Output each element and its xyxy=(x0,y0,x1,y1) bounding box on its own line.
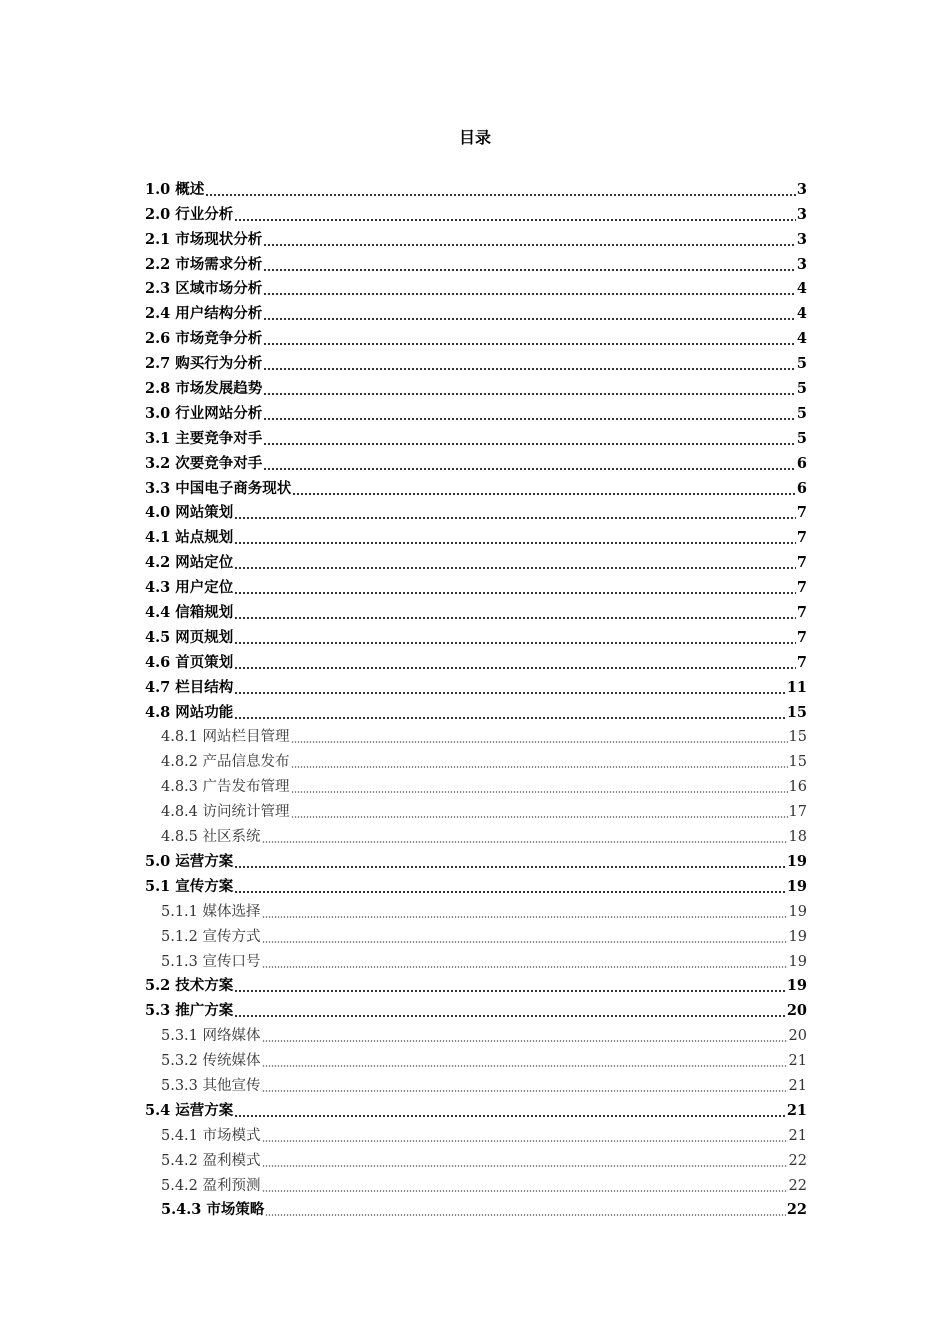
toc-entry[interactable] xyxy=(145,822,807,847)
dot-leader xyxy=(234,667,796,669)
dot-leader xyxy=(262,1090,788,1092)
toc-entry[interactable] xyxy=(145,872,807,897)
toc-entry[interactable] xyxy=(145,424,807,449)
toc-entry-page-number: 5 xyxy=(796,355,807,373)
toc-entry-page-number: 21 xyxy=(786,1101,807,1119)
dot-leader xyxy=(263,293,796,295)
toc-entry-label: 4.3 用户定位 xyxy=(145,579,234,597)
toc-entry-page-number: 3 xyxy=(796,180,807,198)
toc-entry-page-number: 18 xyxy=(788,829,807,846)
toc-entry[interactable] xyxy=(145,698,807,723)
toc-entry-page-number: 20 xyxy=(786,1002,807,1020)
toc-entry-label: 2.0 行业分析 xyxy=(145,205,234,223)
toc-entry-label: 5.4.2 盈利预测 xyxy=(161,1177,261,1194)
toc-entry-label: 5.4.3 市场策略 xyxy=(161,1201,265,1219)
toc-entry[interactable] xyxy=(145,324,807,349)
toc-entry-page-number: 21 xyxy=(788,1077,807,1094)
toc-entry-page-number: 19 xyxy=(788,953,807,970)
toc-entry[interactable] xyxy=(145,996,807,1021)
dot-leader xyxy=(263,418,796,420)
toc-entry[interactable] xyxy=(145,1171,807,1196)
toc-entry-label: 5.3.1 网络媒体 xyxy=(161,1028,261,1045)
dot-leader xyxy=(262,1065,788,1067)
toc-entry[interactable] xyxy=(145,673,807,698)
dot-leader xyxy=(262,1165,788,1167)
toc-entry[interactable] xyxy=(145,972,807,997)
toc-entry-page-number: 6 xyxy=(796,479,807,497)
toc-entry-page-number: 4 xyxy=(796,305,807,323)
toc-entry-label: 2.7 购买行为分析 xyxy=(145,355,263,373)
toc-entry-page-number: 7 xyxy=(796,653,807,671)
dot-leader xyxy=(234,717,786,719)
dot-leader xyxy=(262,1040,788,1042)
toc-entry-label: 2.1 市场现状分析 xyxy=(145,230,263,248)
toc-entry-page-number: 15 xyxy=(786,703,807,721)
toc-entry[interactable] xyxy=(145,1146,807,1171)
dot-leader xyxy=(234,219,796,221)
toc-entry-label: 3.1 主要竞争对手 xyxy=(145,429,263,447)
dot-leader xyxy=(234,592,796,594)
toc-entry-label: 4.2 网站定位 xyxy=(145,554,234,572)
toc-entry[interactable] xyxy=(145,1021,807,1046)
toc-entry-label: 2.2 市场需求分析 xyxy=(145,255,263,273)
toc-entry-page-number: 19 xyxy=(788,903,807,920)
toc-entry[interactable] xyxy=(145,1096,807,1121)
toc-entry-label: 5.4 运营方案 xyxy=(145,1101,234,1119)
dot-leader xyxy=(265,1214,785,1216)
dot-leader xyxy=(234,692,786,694)
toc-entry-label: 5.3 推广方案 xyxy=(145,1002,234,1020)
toc-entry-page-number: 7 xyxy=(796,529,807,547)
toc-entry[interactable] xyxy=(145,598,807,623)
toc-entry-page-number: 17 xyxy=(788,804,807,821)
toc-entry[interactable] xyxy=(145,623,807,648)
toc-entry-page-number: 3 xyxy=(796,205,807,223)
toc-entry-label: 5.3.2 传统媒体 xyxy=(161,1053,261,1070)
toc-entry-page-number: 5 xyxy=(796,429,807,447)
toc-entry[interactable] xyxy=(145,747,807,772)
toc-entry-label: 4.0 网站策划 xyxy=(145,504,234,522)
dot-leader xyxy=(234,866,786,868)
dot-leader xyxy=(262,1140,788,1142)
toc-entry-page-number: 21 xyxy=(788,1127,807,1144)
toc-entry-label: 5.0 运营方案 xyxy=(145,852,234,870)
toc-entry-label: 4.6 首页策划 xyxy=(145,653,234,671)
toc-entry-page-number: 7 xyxy=(796,604,807,622)
toc-entry-label: 4.1 站点规划 xyxy=(145,529,234,547)
dot-leader xyxy=(262,916,788,918)
toc-entry-page-number: 4 xyxy=(796,280,807,298)
dot-leader xyxy=(263,468,796,470)
dot-leader xyxy=(262,941,788,943)
toc-entry[interactable] xyxy=(145,275,807,300)
toc-entry-page-number: 22 xyxy=(788,1152,807,1169)
toc-entry-page-number: 20 xyxy=(788,1028,807,1045)
toc-entry-label: 3.2 次要竞争对手 xyxy=(145,454,263,472)
toc-entry-page-number: 4 xyxy=(796,330,807,348)
toc-entry[interactable] xyxy=(145,349,807,374)
toc-entry-label: 4.8.4 访问统计管理 xyxy=(161,804,290,821)
dot-leader xyxy=(291,766,788,768)
toc-entry[interactable] xyxy=(145,374,807,399)
toc-entry-page-number: 3 xyxy=(796,255,807,273)
toc-entry-label: 4.8.3 广告发布管理 xyxy=(161,779,290,796)
toc-entry-label: 2.8 市场发展趋势 xyxy=(145,380,263,398)
toc-entry-page-number: 22 xyxy=(788,1177,807,1194)
toc-title: 目录 xyxy=(458,128,491,147)
toc-entry-label: 4.8.5 社区系统 xyxy=(161,829,261,846)
toc-entry[interactable] xyxy=(145,175,807,200)
toc-entry-label: 4.8.2 产品信息发布 xyxy=(161,754,290,771)
table-of-contents xyxy=(145,175,807,1220)
toc-entry[interactable] xyxy=(145,523,807,548)
dot-leader xyxy=(262,966,788,968)
dot-leader xyxy=(263,269,796,271)
dot-leader xyxy=(263,244,796,246)
toc-entry-page-number: 19 xyxy=(786,977,807,995)
toc-entry-page-number: 7 xyxy=(796,579,807,597)
toc-entry-page-number: 7 xyxy=(796,554,807,572)
toc-entry[interactable] xyxy=(145,797,807,822)
toc-entry[interactable] xyxy=(145,772,807,797)
dot-leader xyxy=(234,517,796,519)
dot-leader xyxy=(291,791,788,793)
toc-entry-page-number: 19 xyxy=(786,877,807,895)
toc-entry-label: 4.5 网页规划 xyxy=(145,628,234,646)
toc-entry[interactable] xyxy=(145,922,807,947)
toc-entry-page-number: 22 xyxy=(786,1201,807,1219)
toc-entry-label: 5.1.1 媒体选择 xyxy=(161,903,261,920)
toc-entry-page-number: 19 xyxy=(788,928,807,945)
toc-entry-label: 5.3.3 其他宣传 xyxy=(161,1077,261,1094)
toc-entry-label: 3.3 中国电子商务现状 xyxy=(145,479,292,497)
dot-leader xyxy=(234,542,796,544)
toc-entry[interactable] xyxy=(145,573,807,598)
dot-leader xyxy=(263,443,796,445)
toc-entry-label: 5.4.2 盈利模式 xyxy=(161,1152,261,1169)
toc-entry-label: 4.7 栏目结构 xyxy=(145,678,234,696)
toc-entry-label: 4.8.1 网站栏目管理 xyxy=(161,729,290,746)
dot-leader xyxy=(263,368,796,370)
dot-leader xyxy=(263,343,796,345)
toc-entry[interactable] xyxy=(145,449,807,474)
toc-entry-page-number: 16 xyxy=(788,779,807,796)
toc-entry-label: 5.1 宣传方案 xyxy=(145,877,234,895)
dot-leader xyxy=(263,393,796,395)
dot-leader xyxy=(292,493,796,495)
dot-leader xyxy=(234,1015,786,1017)
dot-leader xyxy=(234,642,796,644)
toc-entry-page-number: 5 xyxy=(796,404,807,422)
toc-entry-label: 5.2 技术方案 xyxy=(145,977,234,995)
toc-entry[interactable] xyxy=(145,723,807,748)
dot-leader xyxy=(234,1115,786,1117)
toc-entry-label: 5.1.2 宣传方式 xyxy=(161,928,261,945)
toc-entry[interactable] xyxy=(145,1071,807,1096)
toc-entry[interactable] xyxy=(145,947,807,972)
toc-entry-label: 3.0 行业网站分析 xyxy=(145,404,263,422)
toc-entry[interactable] xyxy=(145,1046,807,1071)
toc-entry[interactable] xyxy=(145,648,807,673)
dot-leader xyxy=(291,741,788,743)
toc-entry-page-number: 19 xyxy=(786,852,807,870)
toc-entry[interactable] xyxy=(145,499,807,524)
toc-entry-page-number: 15 xyxy=(788,754,807,771)
toc-entry-page-number: 5 xyxy=(796,380,807,398)
toc-entry-page-number: 7 xyxy=(796,504,807,522)
dot-leader xyxy=(234,567,796,569)
toc-entry-label: 1.0 概述 xyxy=(145,180,205,198)
toc-entry[interactable] xyxy=(145,548,807,573)
toc-entry-label: 2.4 用户结构分析 xyxy=(145,305,263,323)
toc-entry[interactable] xyxy=(145,299,807,324)
toc-entry-label: 4.8 网站功能 xyxy=(145,703,234,721)
toc-entry[interactable] xyxy=(145,474,807,499)
dot-leader xyxy=(234,990,786,992)
toc-entry-label: 2.3 区域市场分析 xyxy=(145,280,263,298)
toc-entry-label: 4.4 信箱规划 xyxy=(145,604,234,622)
toc-entry-page-number: 3 xyxy=(796,230,807,248)
toc-entry[interactable] xyxy=(145,1196,807,1221)
toc-entry[interactable] xyxy=(145,847,807,872)
dot-leader xyxy=(262,841,788,843)
toc-entry-page-number: 15 xyxy=(788,729,807,746)
dot-leader xyxy=(263,318,796,320)
dot-leader xyxy=(262,1190,788,1192)
toc-entry[interactable] xyxy=(145,1121,807,1146)
toc-entry-page-number: 21 xyxy=(788,1053,807,1070)
toc-entry-label: 5.4.1 市场模式 xyxy=(161,1127,261,1144)
dot-leader xyxy=(205,194,796,196)
toc-entry[interactable] xyxy=(145,399,807,424)
toc-entry-page-number: 6 xyxy=(796,454,807,472)
toc-entry[interactable] xyxy=(145,225,807,250)
toc-entry-label: 2.6 市场竞争分析 xyxy=(145,330,263,348)
toc-entry-page-number: 7 xyxy=(796,628,807,646)
dot-leader xyxy=(291,816,788,818)
dot-leader xyxy=(234,617,796,619)
toc-entry-page-number: 11 xyxy=(786,678,807,696)
dot-leader xyxy=(234,891,786,893)
toc-entry[interactable] xyxy=(145,250,807,275)
toc-entry-label: 5.1.3 宣传口号 xyxy=(161,953,261,970)
toc-entry[interactable] xyxy=(145,200,807,225)
toc-entry[interactable] xyxy=(145,897,807,922)
